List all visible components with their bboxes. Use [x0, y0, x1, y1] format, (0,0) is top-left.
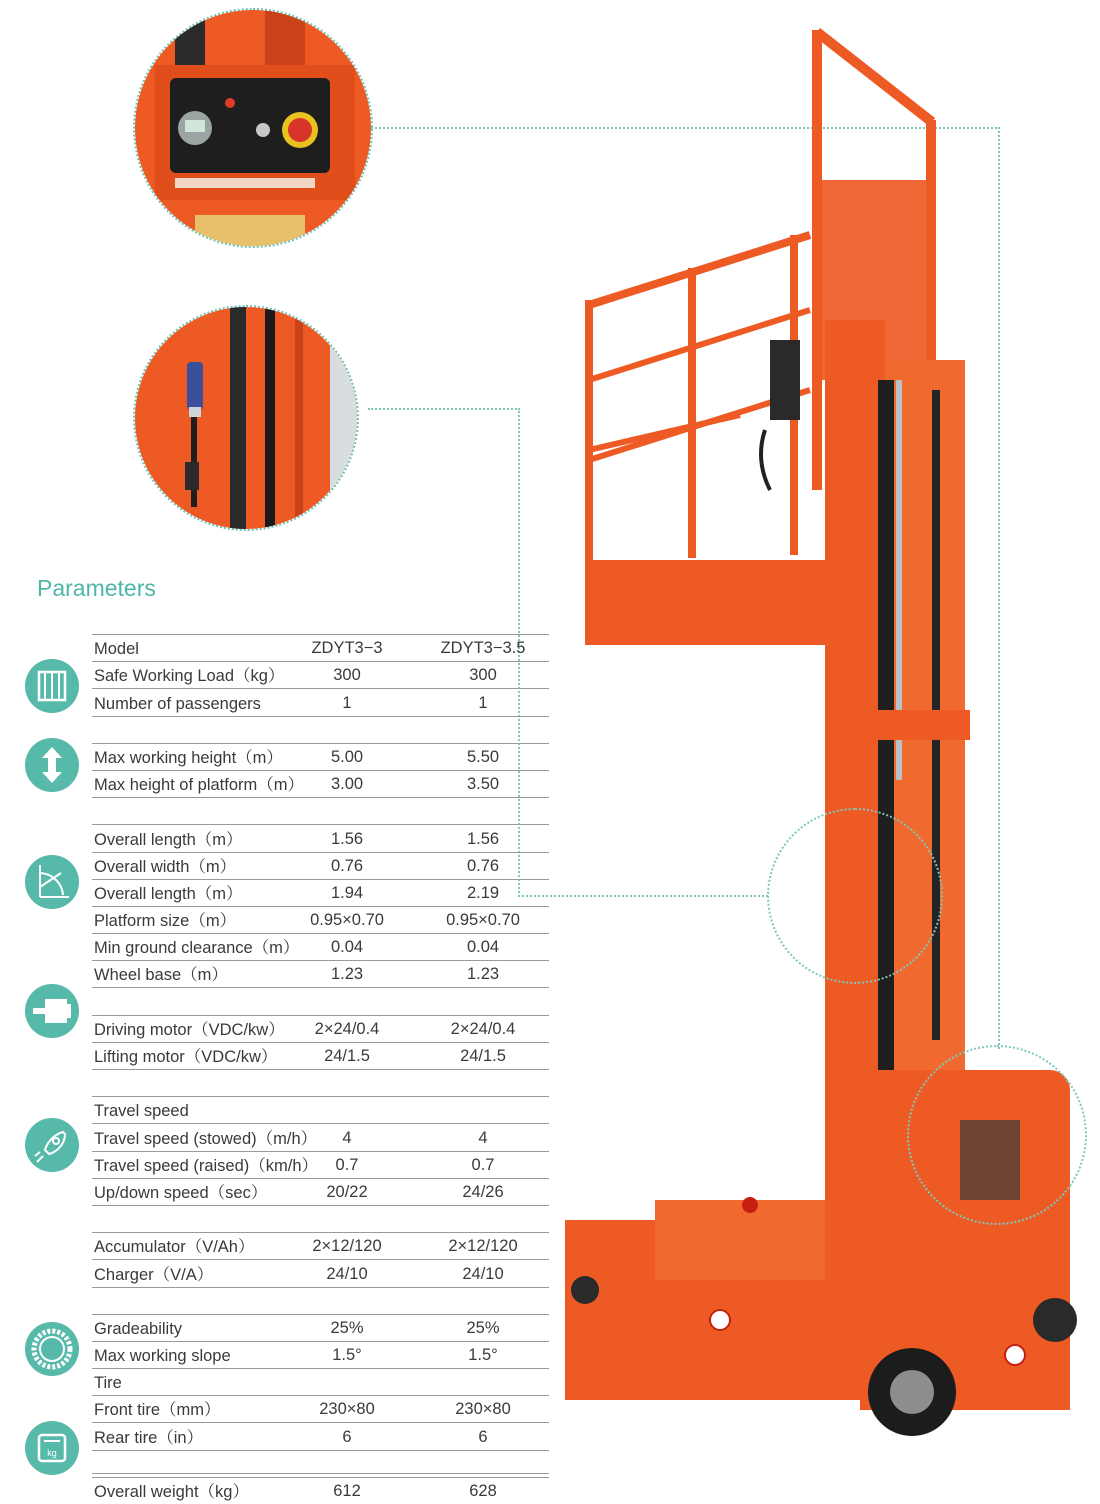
value-zdyt3-3-5: 24/26	[462, 1182, 504, 1201]
value-zdyt3-3-5: 6	[478, 1427, 488, 1446]
weight-icon-label: kg	[47, 1448, 57, 1458]
table-row	[92, 879, 549, 906]
table-row	[92, 1096, 549, 1123]
value-zdyt3-3-5: 5.50	[466, 747, 500, 766]
table-row	[92, 906, 549, 933]
row-label: Accumulator（V/Ah）	[94, 1238, 255, 1257]
row-label: Platform size（m）	[94, 912, 237, 931]
row-label: Overall length（m）	[94, 884, 243, 903]
value-zdyt3-3-5: 0.95×0.70	[446, 911, 520, 930]
value-zdyt3-3: 24/10	[326, 1264, 368, 1283]
value-zdyt3-3: 0.7	[335, 1155, 359, 1174]
value-zdyt3-3-5: 2.19	[466, 883, 500, 902]
value-zdyt3-3: 4	[342, 1128, 352, 1147]
table-row	[92, 634, 549, 661]
mast-switch-image	[135, 307, 357, 529]
table-row	[92, 661, 549, 688]
value-zdyt3-3-5: 1.56	[466, 829, 500, 848]
table-row	[92, 1123, 549, 1150]
row-label: Min ground clearance（m）	[94, 939, 300, 958]
value-zdyt3-3-5: 3.50	[466, 775, 500, 794]
value-zdyt3-3-5: 24/10	[462, 1264, 504, 1283]
row-label: Up/down speed（sec）	[94, 1183, 268, 1202]
value-zdyt3-3-5: 2×24/0.4	[450, 1019, 516, 1038]
weight-scale-icon	[25, 1421, 79, 1475]
control-panel-image	[135, 10, 371, 246]
value-zdyt3-3: 25%	[330, 1318, 364, 1337]
value-zdyt3-3: 1.5°	[332, 1346, 362, 1365]
table-row	[92, 933, 549, 960]
value-zdyt3-3: 1.23	[330, 965, 364, 984]
table-row	[92, 1232, 549, 1259]
value-zdyt3-3-5: 1	[478, 693, 488, 712]
row-label: Charger（V/A）	[94, 1265, 214, 1284]
value-zdyt3-3: 1.56	[330, 829, 364, 848]
table-row	[92, 852, 549, 879]
value-zdyt3-3: 3.00	[330, 775, 364, 794]
value-zdyt3-3: 612	[333, 1482, 361, 1500]
value-zdyt3-3: 6	[342, 1427, 352, 1446]
value-zdyt3-3: 230×80	[319, 1400, 375, 1419]
value-zdyt3-3: 5.00	[330, 747, 364, 766]
row-label: Travel speed (stowed)（m/h）	[94, 1129, 318, 1148]
table-row	[92, 1477, 549, 1504]
row-label: Tire	[94, 1374, 122, 1393]
row-label: Rear tire（in）	[94, 1428, 204, 1447]
value-zdyt3-3-5: 25%	[466, 1318, 500, 1337]
table-row	[92, 1015, 549, 1042]
value-zdyt3-3: 1.94	[330, 883, 364, 902]
value-zdyt3-3-5: 4	[478, 1128, 488, 1147]
table-bottom-border	[92, 1473, 549, 1474]
row-label: Travel speed (raised)（km/h）	[94, 1156, 319, 1175]
table-row	[92, 1368, 549, 1395]
row-label: Max working height（m）	[94, 748, 283, 767]
dimension-icon	[25, 855, 79, 909]
value-zdyt3-3-5: ZDYT3−3.5	[440, 639, 526, 658]
table-row	[92, 824, 549, 851]
value-zdyt3-3-5: 300	[469, 666, 497, 685]
mast-switch-highlight	[767, 808, 943, 984]
value-zdyt3-3-5: 0.7	[471, 1155, 495, 1174]
row-label: Overall length（m）	[94, 830, 243, 849]
parameters-table	[92, 634, 549, 1504]
control-panel-closeup	[133, 8, 373, 248]
row-label: Model	[94, 640, 139, 659]
load-icon	[25, 659, 79, 713]
row-label: Travel speed	[94, 1102, 189, 1121]
mast-switch-closeup	[133, 305, 359, 531]
row-label: Safe Working Load（kg）	[94, 667, 285, 686]
tire-icon	[25, 1322, 79, 1376]
row-label: Driving motor（VDC/kw）	[94, 1020, 285, 1039]
value-zdyt3-3: 2×24/0.4	[314, 1019, 380, 1038]
control-panel-highlight	[907, 1045, 1087, 1225]
value-zdyt3-3-5: 628	[469, 1482, 497, 1500]
row-label: Gradeability	[94, 1319, 183, 1338]
row-label: Number of passengers	[94, 694, 261, 713]
value-zdyt3-3: 24/1.5	[324, 1047, 370, 1065]
table-spacer-row	[92, 1287, 549, 1314]
row-label: Lifting motor（VDC/kw）	[94, 1048, 278, 1066]
row-label: Max working slope	[94, 1347, 231, 1366]
table-row	[92, 1314, 549, 1341]
table-row	[92, 688, 549, 715]
row-label: Overall width（m）	[94, 857, 237, 876]
value-zdyt3-3: 0.04	[330, 938, 364, 957]
table-row	[92, 1259, 549, 1286]
value-zdyt3-3: 0.76	[330, 856, 364, 875]
value-zdyt3-3-5: 230×80	[455, 1400, 511, 1419]
table-row	[92, 1422, 549, 1449]
table-spacer-row	[92, 1069, 549, 1096]
motor-icon	[25, 984, 79, 1038]
table-row	[92, 960, 549, 987]
table-row	[92, 1151, 549, 1178]
value-zdyt3-3: 20/22	[326, 1182, 368, 1201]
value-zdyt3-3: 0.95×0.70	[310, 911, 384, 930]
value-zdyt3-3: 1	[342, 693, 352, 712]
table-spacer-row	[92, 1205, 549, 1232]
value-zdyt3-3-5: 24/1.5	[460, 1047, 506, 1065]
value-zdyt3-3-5: 1.23	[466, 965, 500, 984]
table-spacer-row	[92, 797, 549, 824]
order-picker-machine	[560, 20, 1090, 1460]
table-row	[92, 743, 549, 770]
row-label: Wheel base（m）	[94, 966, 228, 985]
value-zdyt3-3-5: 1.5°	[468, 1346, 498, 1365]
value-zdyt3-3: 300	[333, 666, 361, 685]
value-zdyt3-3-5: 0.76	[466, 856, 500, 875]
table-row	[92, 1042, 549, 1069]
value-zdyt3-3: 2×12/120	[312, 1237, 382, 1256]
row-label: Overall weight（kg）	[94, 1483, 249, 1501]
table-spacer-row	[92, 716, 549, 743]
parameters-heading: Parameters	[37, 575, 156, 601]
table-row	[92, 1341, 549, 1368]
value-zdyt3-3-5: 2×12/120	[448, 1237, 518, 1256]
table-row	[92, 1178, 549, 1205]
height-icon	[25, 738, 79, 792]
table-row	[92, 1395, 549, 1422]
value-zdyt3-3-5: 0.04	[466, 938, 500, 957]
speed-rocket-icon	[25, 1118, 79, 1172]
table-spacer-row	[92, 987, 549, 1014]
row-label: Front tire（mm）	[94, 1401, 221, 1420]
value-zdyt3-3: ZDYT3−3	[311, 639, 383, 658]
row-label: Max height of platform（m）	[94, 776, 304, 795]
table-row	[92, 770, 549, 797]
